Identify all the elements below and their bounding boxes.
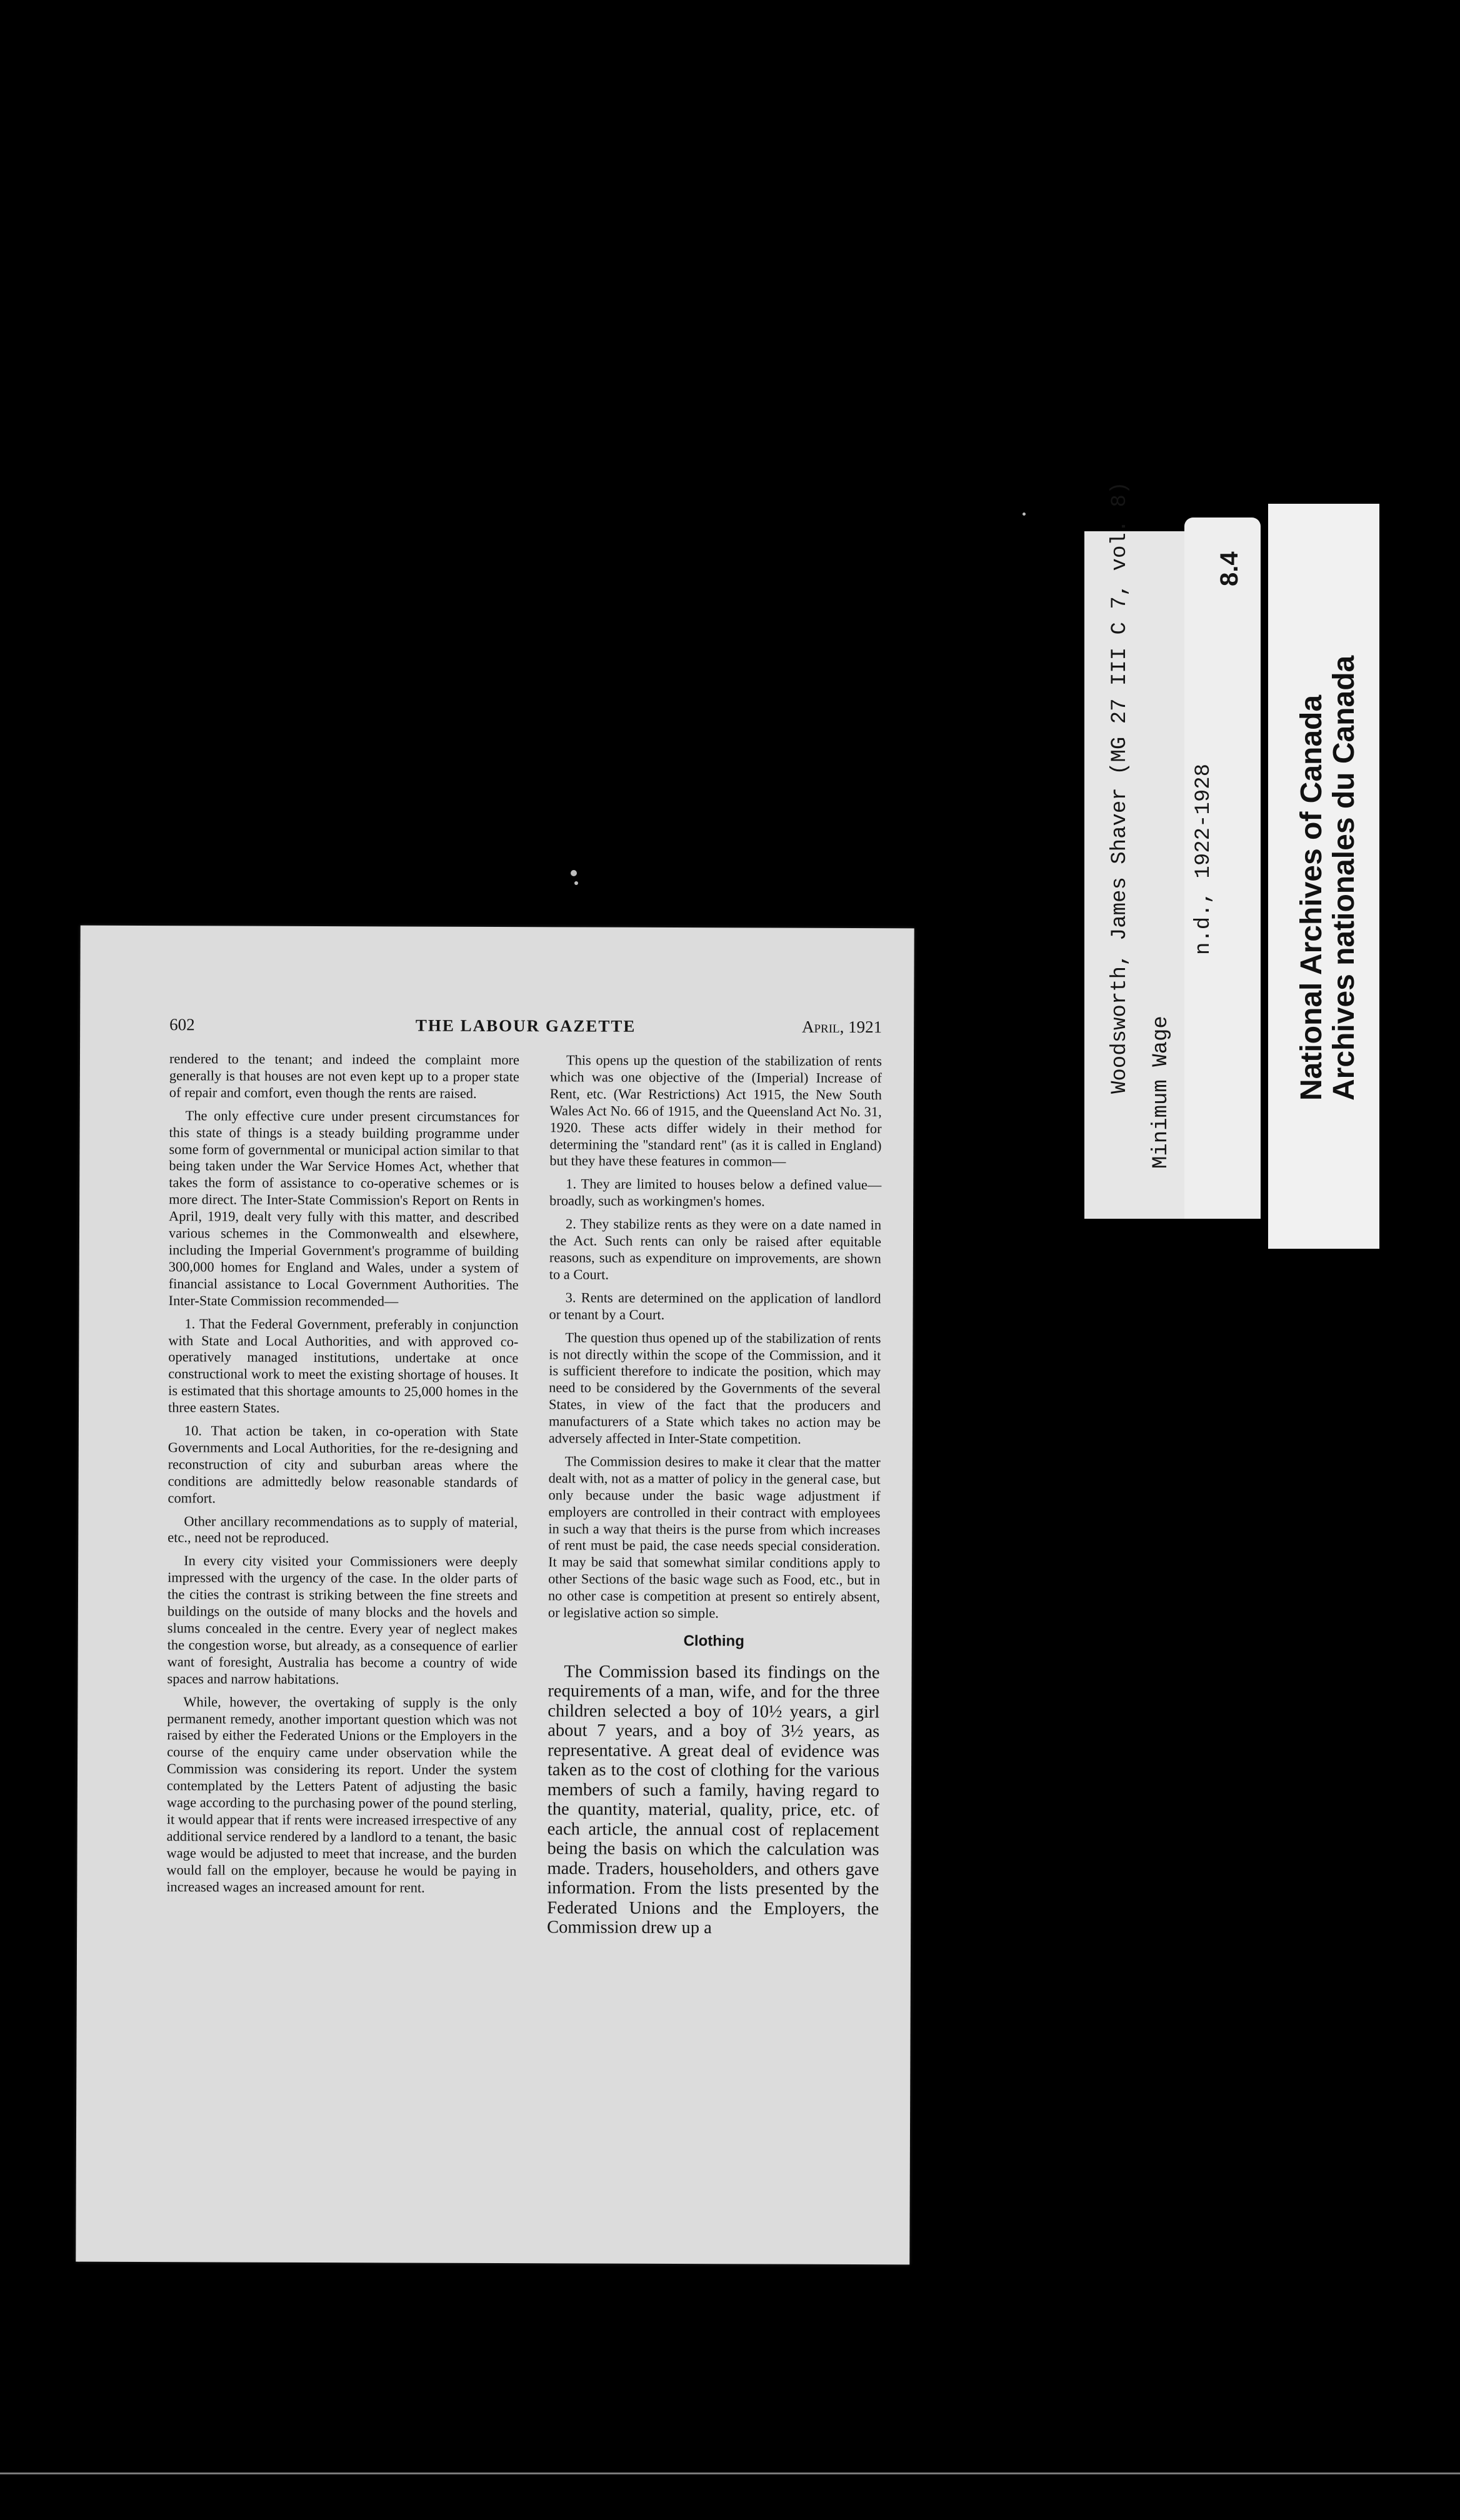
dates-label: n.d., 1922-1928 [1192,763,1216,955]
collection-label: Woodsworth, James Shaver (MG 27 III C 7, vol. 8) [1108,481,1132,1094]
paragraph: This opens up the question of the stabilization of rents which was one objective of the (Imperial) Increase of Rent, etc. (War Restrictions) Act 1915, the New South Wales Act No. 66 of 1915, and the Queensland Act No. 31, 1920. These acts differ widely in their method for determining the ''standard rent'' (as it is called in England) but they have these features in common— [549,1052,882,1170]
paragraph: 1. That the Federal Government, preferably in conjunction with State and Local Authorities, and with approved co-operatively managed institutions, undertake at once constructional work to meet the existing shortage of houses. It is estimated that this shortage amounts to 25,000 homes in the three eastern States. [168,1315,519,1416]
issue-date: April, 1921 [801,1017,882,1037]
paragraph: The Commission desires to make it clear that the matter dealt with, not as a matter of policy in the general case, but only because under the basic wage adjustment if employers are controlled in their contract with employees in such a way that theirs is the purse from which increases of rent must be paid, the case needs special consideration. It may be said that somewhat similar conditions apply to other Sections of the basic wage such as Food, etc., but in no other case is competition at present so entirely absent, or legislative action so simple. [548,1453,881,1621]
running-head [169,1015,882,1042]
paragraph: While, however, the overtaking of supply is the only permanent remedy, another important question which was not raised by either the Federated Unions or the Employers in the course of the enquiry came under observation while the Commission was considering its report. Under the system contemplated by the Letters Patent of adjusting the basic wage according to the purchasing power of the pound sterling, it would appear that if rents were increased irrespective of any additional service rendered by a landlord to a tenant, the basic wage would be adjusted to meet that increase, and the burden would fall on the employer, because he would be paying in increased wages an increased amount for rent. [166,1693,518,1896]
publication-title: THE LABOUR GAZETTE [415,1016,636,1036]
paragraph: 10. That action be taken, in co-operation with State Governments and Local Authorities, for the re-designing and reconstruction of city and suburban areas where the conditions are admittedly below reasonable standards of comfort. [168,1422,518,1506]
paragraph: 1. They are limited to houses below a defined value—broadly, such as workingmen's homes. [549,1176,882,1209]
dust-speck [574,881,578,885]
dust-speck [571,870,577,876]
archive-card [1268,504,1379,1249]
archive-name-en: National Archives of Canada [1295,694,1328,1101]
archive-name-fr: Archives nationales du Canada [1328,655,1361,1101]
paragraph: The question thus opened up of the stabilization of rents is not directly within the scope of the Commission, and it is sufficient therefore to indicate the position, which may need to be considered by the Governments of the several States, in view of the fact that the producers and manufacturers of a State which takes no action may be adversely affected in Inter-State competition. [548,1329,881,1447]
document-page [76,926,914,2265]
page-number: 602 [169,1015,195,1034]
subject-label: Minimum Wage [1149,1016,1173,1169]
scan-edge-line [0,2472,1460,2474]
file-number: 8.4 [1216,551,1243,586]
left-column [166,1051,519,1902]
right-column [547,1052,882,1939]
paragraph: In every city visited your Commissioners were deeply impressed with the urgency of the case. In the older parts of the cities the contrast is striking between the fine streets and buildings on the outside of many blocks and the hovels and slums concealed in the centre. Every year of neglect makes the congestion worse, but already, as a consequence of earlier want of foresight, Australia has become a country of wide spaces and narrow habitations. [167,1552,518,1687]
paragraph: 2. They stabilize rents as they were on a date named in the Act. Such rents can only be raised after equitable reasons, such as expenditure on improvements, are shown to a Court. [549,1216,882,1282]
section-heading: Clothing [683,1632,744,1650]
file-label-tab [1184,518,1261,1219]
paragraph: rendered to the tenant; and indeed the complaint more generally is that houses are not even kept up to a proper state of repair and comfort, even though the rents are raised. [169,1051,520,1101]
paragraph: The only effective cure under present circumstances for this state of things is a steady building programme under some form of governmental or municipal action similar to that being taken under the War Service Homes Act, whether that takes the form of assistance to co-operative schemes or is more direct. The Inter-State Commission's Report on Rents in April, 1919, dealt very fully with this matter, and described various schemes in the Commonwealth and elsewhere, including the Imperial Government's programme of building 300,000 homes for England and Wales, under a system of financial assistance to Local Government Authorities. The Inter-State Commission recommended— [168,1107,519,1309]
clothing-paragraph: The Commission based its findings on the requirements of a man, wife, and for the three children selected a boy of 10½ years, a girl about 7 years, and a boy of 3½ years, as representative. A great deal of evidence was taken as to the cost of clothing for the various members of such a family, having regard to the quantity, material, quality, price, etc. of each article, the annual cost of replacement being the basis on which the calculation was made. Traders, householders, and others gave information. From the lists presented by the Federated Unions and the Employers, the Commission drew up a [547,1662,880,1938]
paragraph: 3. Rents are determined on the application of landlord or tenant by a Court. [549,1289,881,1322]
paragraph: Other ancillary recommendations as to supply of material, etc., need not be reproduced. [168,1512,518,1546]
dust-speck [1022,512,1026,516]
file-label-card [1084,481,1184,1219]
